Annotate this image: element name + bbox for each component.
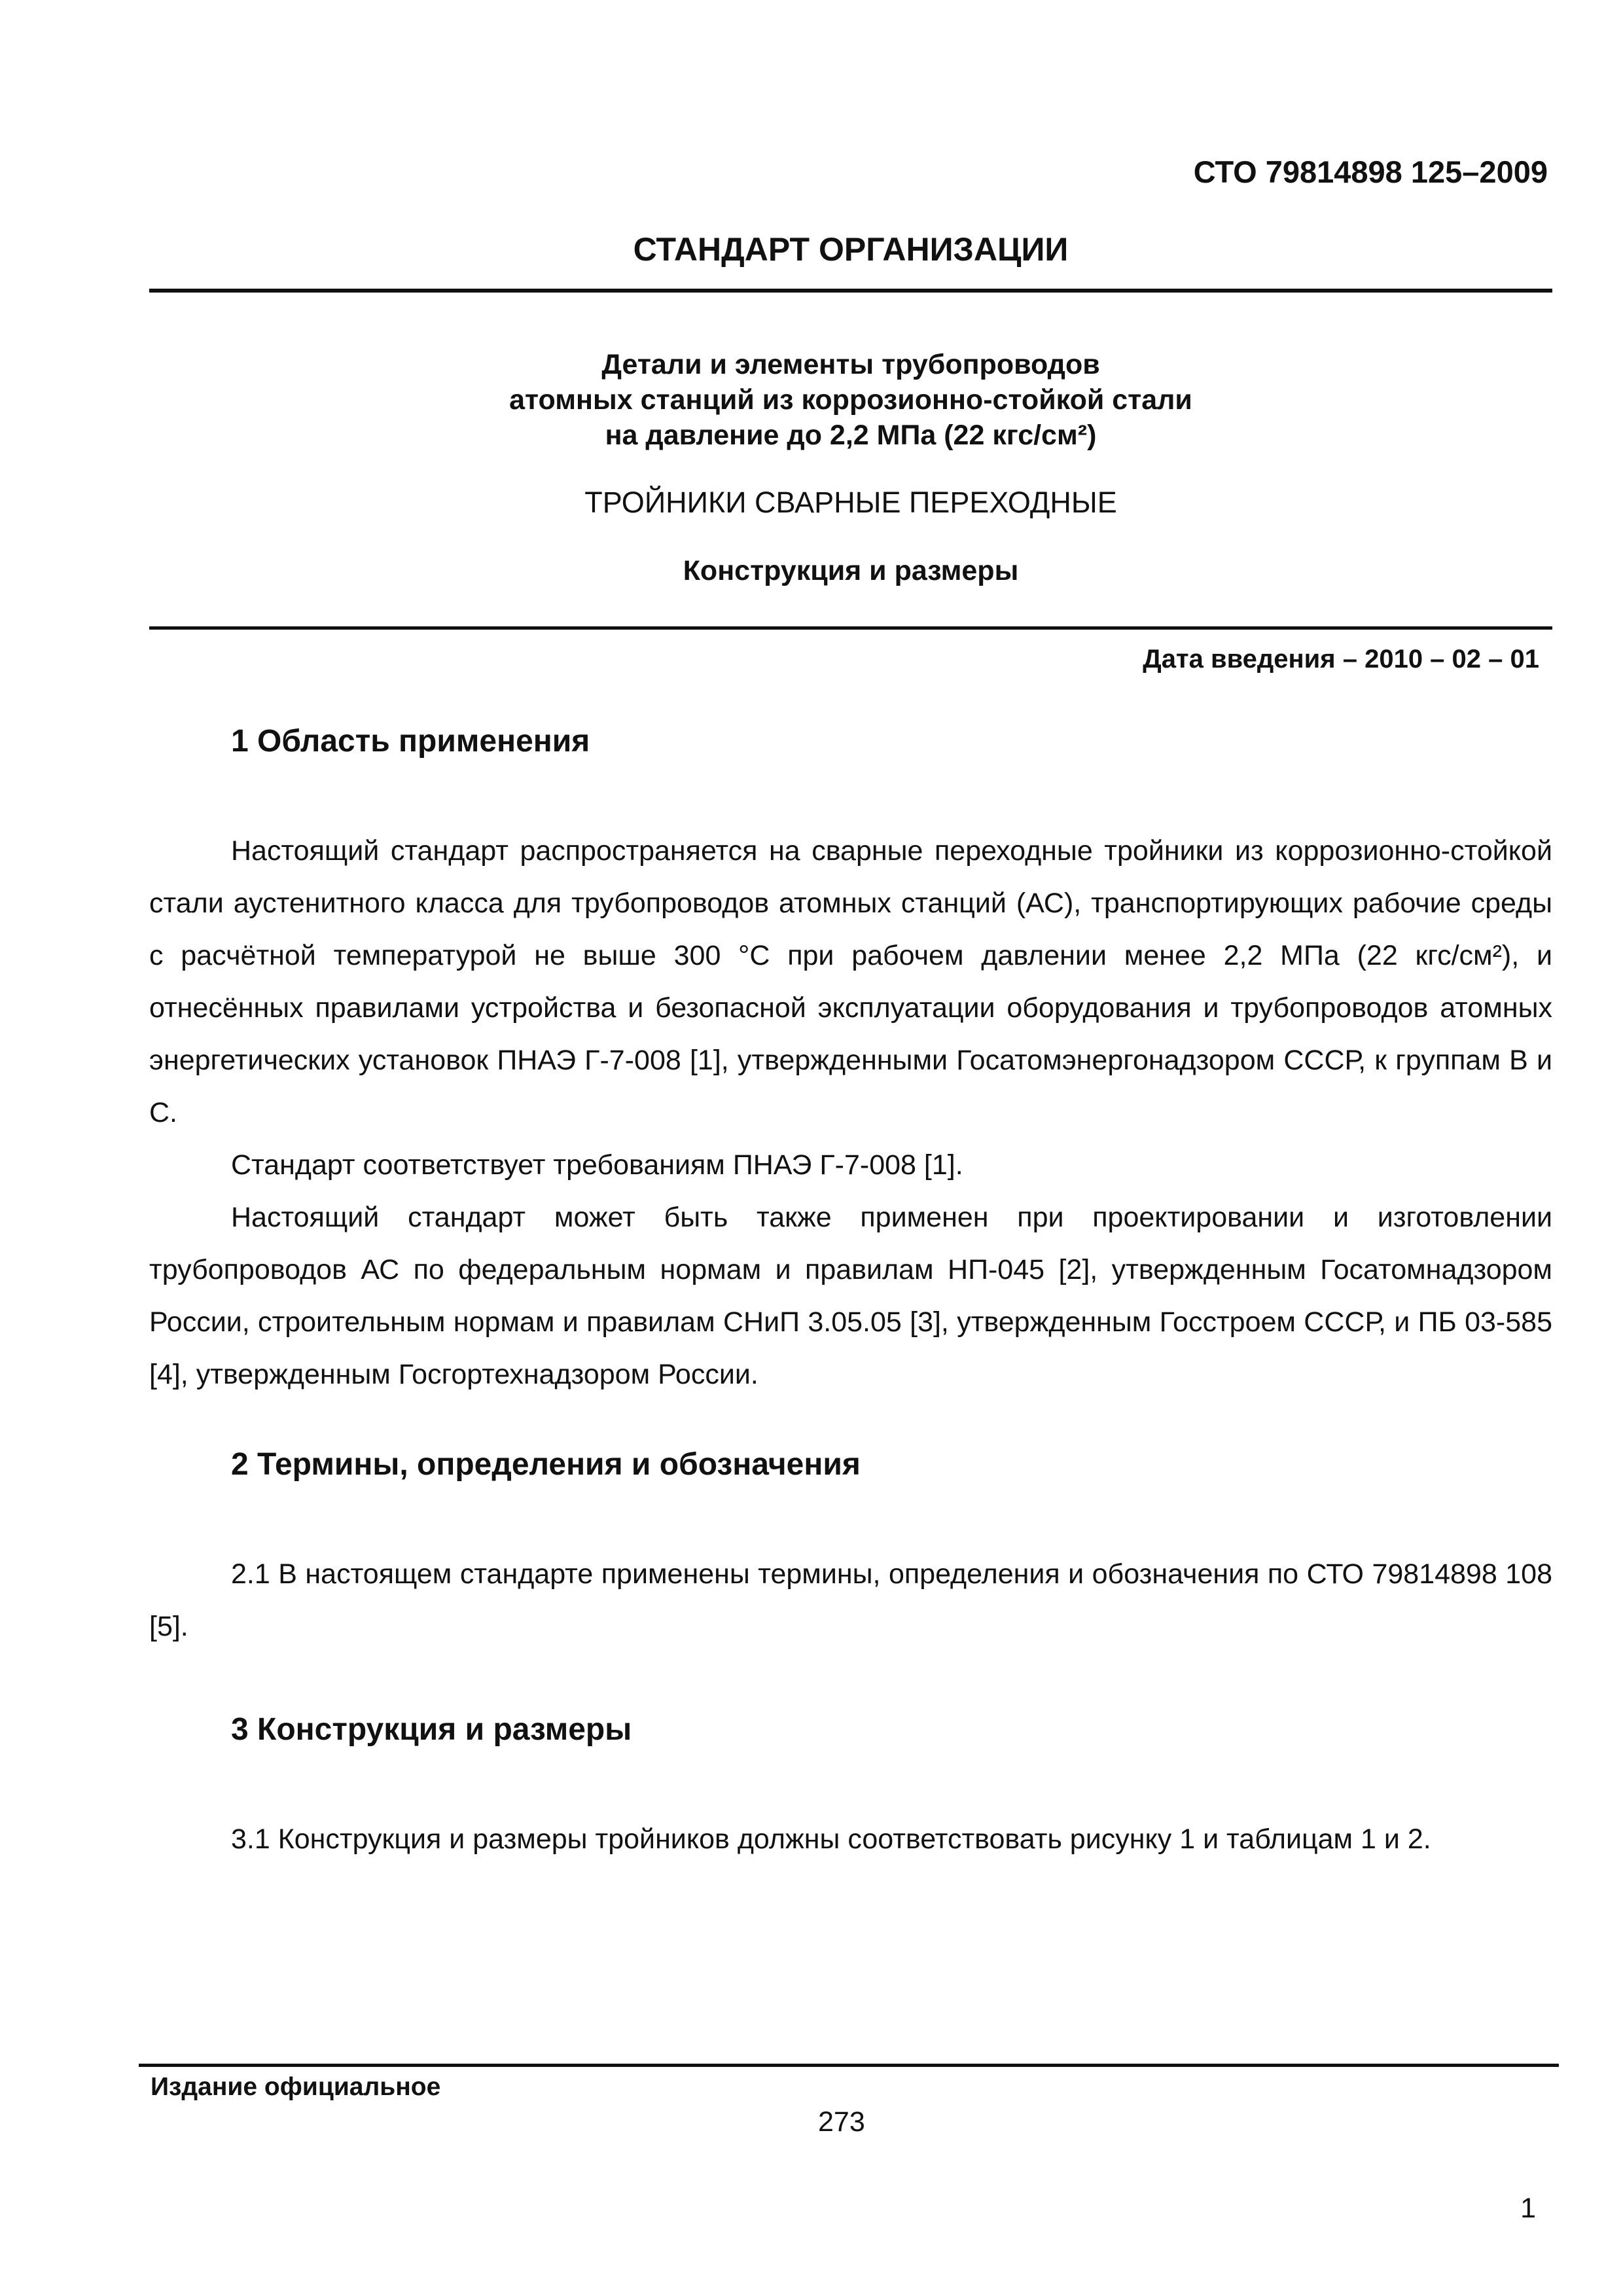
paragraph: Настоящий стандарт распространяется на сварные переходные тройники из коррозионно-стойкой стали аустенитного класса для трубопроводов атомных станций (АС), транспортирующих рабочие среды с расчётной температурой не выше 300 °С при рабочем давлении менее 2,2 МПа (22 кгс/см²), и отнесённых правилами устройства и безопасной эксплуатации оборудования и трубопроводов атомных энергетических установок ПНАЭ Г-7-008 [1], утвержденными Госатомэнергонадзором СССР, к группам В и С. [149, 835, 1552, 1128]
edition-label: Издание официальное [151, 2073, 441, 2101]
paragraph: Стандарт соответствует требованиям ПНАЭ Г-7-008 [1]. [231, 1149, 963, 1181]
sheet-number: 1 [1520, 2193, 1536, 2224]
paragraph: 2.1 В настоящем стандарте применены термины, определения и обозначения по СТО 79814898 108 [5]. [149, 1558, 1552, 1642]
paragraph: 3.1 Конструкция и размеры тройников должны соответствовать рисунку 1 и таблицам 1 и 2. [231, 1823, 1431, 1855]
document-code: СТО 79814898 125–2009 [1193, 154, 1548, 189]
section-heading: 1 Область применения [231, 724, 590, 759]
footer-divider [139, 2064, 1559, 2067]
section-heading: 2 Термины, определения и обозначения [231, 1447, 861, 1482]
title-divider [149, 626, 1552, 630]
organization-standard-title: СТАНДАРТ ОРГАНИЗАЦИИ [633, 231, 1069, 268]
title-line: на давление до 2,2 МПа (22 кгс/см²) [605, 420, 1097, 451]
part-title: ТРОЙНИКИ СВАРНЫЕ ПЕРЕХОДНЫЕ [584, 486, 1117, 519]
title-line: Детали и элементы трубопроводов [601, 349, 1100, 380]
title-line: атомных станций из коррозионно-стойкой стали [509, 384, 1192, 416]
section-body [149, 1548, 1552, 1653]
introduction-date: Дата введения – 2010 – 02 – 01 [1143, 645, 1539, 673]
subject-title: Конструкция и размеры [683, 555, 1019, 586]
section-body [149, 825, 1552, 1401]
collection-page-number: 273 [818, 2106, 865, 2138]
paragraph: Настоящий стандарт может быть также применен при проектировании и изготовлении трубопроводов АС по федеральным нормам и правилам НП-045 [2], утвержденным Госатомнадзором России, строительным нормам и правилам СНиП 3.05.05 [3], утвержденным Госстроем СССР, и ПБ 03-585 [4], утвержденным Госгортехнадзором России. [149, 1202, 1552, 1390]
section-body [149, 1813, 1552, 1865]
top-divider [149, 289, 1552, 293]
document-title [0, 347, 1623, 453]
section-heading: 3 Конструкция и размеры [231, 1712, 632, 1747]
